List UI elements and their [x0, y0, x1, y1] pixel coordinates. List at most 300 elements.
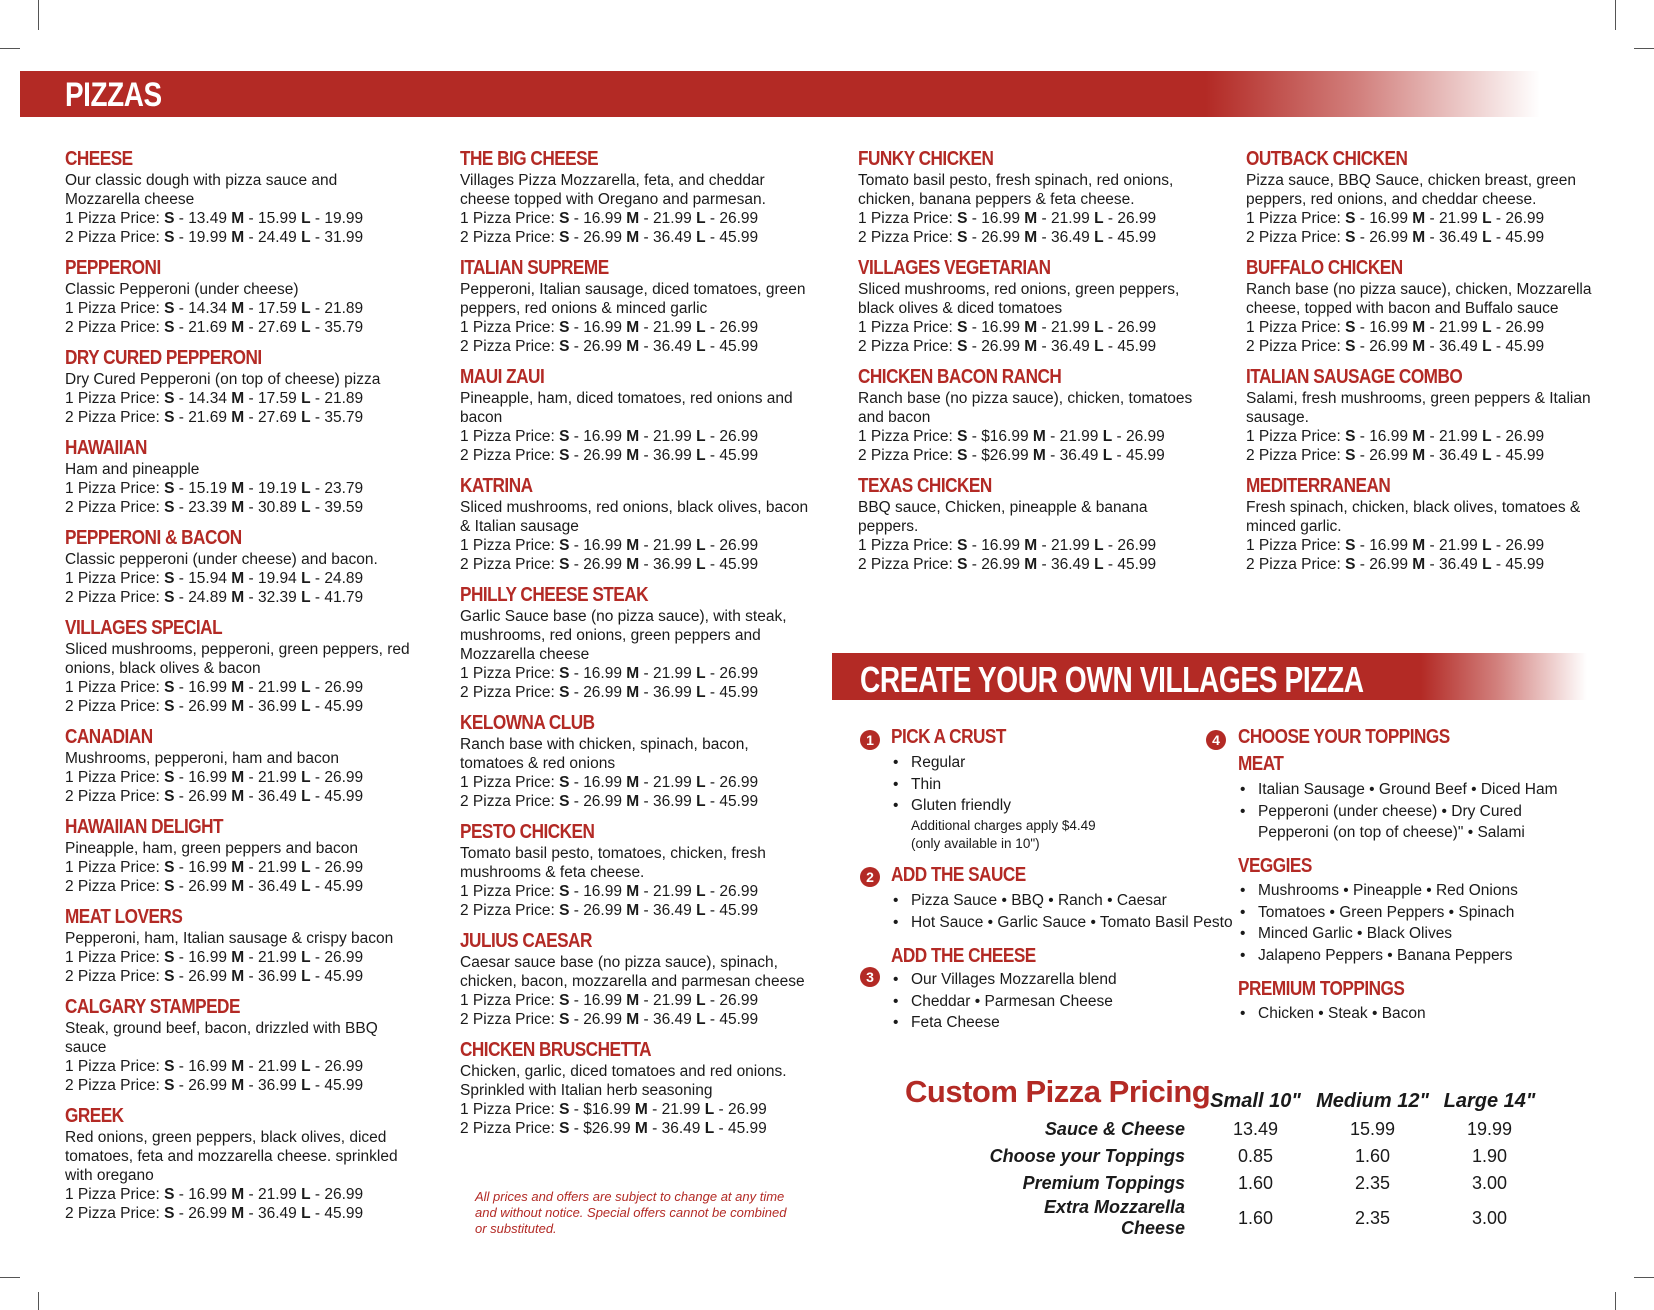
size-label: M	[231, 319, 245, 336]
list-item: • Gluten friendly	[893, 795, 1193, 817]
menu-column-4	[1246, 148, 1596, 584]
list-item: • Cheddar • Parmesan Cheese	[893, 991, 1193, 1013]
pizza-description: Chicken, garlic, diced tomatoes and red onions. Sprinkled with Italian herb seasoning	[460, 1063, 787, 1099]
price-line-label: 1 Pizza Price:	[460, 537, 560, 554]
price-line-label: 1 Pizza Price:	[858, 537, 958, 554]
step-1-badge: 1	[860, 730, 880, 750]
price-value: 36.49	[661, 1120, 701, 1137]
crust-note: Additional charges apply $4.49	[911, 817, 1096, 833]
menu-item	[65, 996, 415, 1095]
price-value: 21.99	[653, 992, 692, 1009]
price-value: 16.99	[583, 665, 622, 682]
size-label: S	[164, 570, 175, 587]
size-label: S	[1345, 428, 1356, 445]
pizza-description: Salami, fresh mushrooms, green peppers & Italian sausage.	[1246, 390, 1591, 426]
menu-item	[858, 148, 1208, 247]
price-value: 19.99	[188, 229, 227, 246]
price-line: 1 Pizza Price: S - 15.19 M - 19.19 L - 23.79	[65, 480, 364, 497]
size-label: M	[634, 1120, 648, 1137]
size-label: L	[696, 992, 706, 1009]
price-value: 26.99	[719, 210, 759, 227]
price-value: 26.99	[981, 556, 1020, 573]
crop-mark	[1634, 48, 1654, 49]
price-value: 26.99	[188, 968, 227, 985]
list-item: • Mushrooms • Pineapple • Red Onions	[1240, 880, 1590, 902]
price-value: 21.99	[258, 1058, 297, 1075]
size-label: L	[301, 1058, 311, 1075]
size-label: M	[1032, 428, 1046, 445]
price-value: 26.99	[583, 338, 622, 355]
pizza-description: Tomato basil pesto, tomatoes, chicken, fresh mushrooms & feta cheese.	[460, 845, 766, 881]
price-value: 26.99	[719, 665, 759, 682]
step-4-title: CHOOSE YOUR TOPPINGS	[1238, 726, 1450, 748]
price-line: 2 Pizza Price: S - 26.99 M - 36.49 L - 45.99	[65, 878, 364, 895]
size-label: L	[301, 409, 311, 426]
pizza-name: CHICKEN BACON RANCH	[858, 366, 1062, 388]
table-row	[975, 1116, 1548, 1143]
price-line-label: 1 Pizza Price:	[858, 428, 958, 445]
table-row	[975, 1197, 1548, 1239]
size-label: L	[696, 684, 706, 701]
price-value: 45.99	[1117, 229, 1157, 246]
price-value: 21.99	[258, 859, 297, 876]
price-value: 36.49	[1439, 556, 1478, 573]
size-label: M	[1024, 210, 1038, 227]
size-label: M	[1024, 556, 1038, 573]
price-value: 16.99	[583, 537, 622, 554]
pizza-name: BUFFALO CHICKEN	[1246, 257, 1403, 279]
price-value: 45.99	[1117, 556, 1157, 573]
price-line-label: 2 Pizza Price:	[65, 319, 165, 336]
price-value: 16.99	[583, 883, 622, 900]
size-label: L	[301, 570, 311, 587]
size-label: S	[164, 788, 175, 805]
price-line: 1 Pizza Price: S - 16.99 M - 21.99 L - 26.99	[460, 210, 759, 227]
price-line-label: 1 Pizza Price:	[65, 1058, 165, 1075]
price-value: 16.99	[981, 210, 1020, 227]
price-line-label: 1 Pizza Price:	[65, 679, 165, 696]
size-label: M	[1412, 556, 1426, 573]
size-label: M	[1412, 319, 1426, 336]
price-line: 1 Pizza Price: S - 16.99 M - 21.99 L - 26.99	[460, 774, 759, 791]
size-label: S	[559, 992, 570, 1009]
pizzas-heading: PIZZAS	[65, 76, 162, 114]
price-value: 21.99	[258, 769, 297, 786]
pizza-name: PEPPERONI	[65, 257, 161, 279]
price-value: 36.49	[653, 1011, 692, 1028]
price-line: 1 Pizza Price: S - $16.99 M - 21.99 L - 26.99	[858, 428, 1165, 445]
size-label: S	[559, 428, 570, 445]
menu-item	[858, 366, 1208, 465]
size-label: M	[231, 499, 245, 516]
price-line: 2 Pizza Price: S - 26.99 M - 36.49 L - 45.99	[858, 229, 1157, 246]
size-label: S	[559, 902, 570, 919]
price-value: 26.99	[719, 883, 759, 900]
price-value: $26.99	[981, 447, 1029, 464]
price-line-label: 2 Pizza Price:	[858, 556, 958, 573]
pizza-description: Sliced mushrooms, pepperoni, green peppers, red onions, black olives & bacon	[65, 641, 410, 677]
price-value: 26.99	[1117, 537, 1157, 554]
price-value: 21.99	[258, 1186, 297, 1203]
size-label: M	[231, 859, 245, 876]
size-label: L	[301, 1077, 311, 1094]
size-label: L	[696, 338, 706, 355]
price-line: 1 Pizza Price: S - 16.99 M - 21.99 L - 26.99	[460, 883, 759, 900]
size-label: L	[696, 1011, 706, 1028]
pizza-name: DRY CURED PEPPERONI	[65, 347, 262, 369]
pizza-name: CANADIAN	[65, 726, 153, 748]
price-line-label: 2 Pizza Price:	[460, 556, 560, 573]
price-value: 36.49	[1051, 556, 1090, 573]
pizza-name: PHILLY CHEESE STEAK	[460, 584, 649, 606]
price-value: 21.89	[324, 390, 364, 407]
pizza-name: PESTO CHICKEN	[460, 821, 595, 843]
price-value: 27.69	[258, 319, 297, 336]
size-label: S	[164, 859, 175, 876]
create-banner	[832, 653, 1587, 700]
price-value: 45.99	[719, 793, 759, 810]
price-line-label: 1 Pizza Price:	[65, 300, 165, 317]
price-line: 2 Pizza Price: S - 26.99 M - 36.49 L - 45.99	[460, 1011, 759, 1028]
price-line-label: 2 Pizza Price:	[1246, 338, 1346, 355]
price-value: 26.99	[1505, 319, 1545, 336]
price-value: 15.94	[188, 570, 227, 587]
size-label: S	[559, 338, 570, 355]
size-label: L	[696, 428, 706, 445]
price-value: 24.49	[258, 229, 297, 246]
size-label: S	[559, 319, 570, 336]
size-label: S	[559, 1011, 570, 1028]
price-line-label: 1 Pizza Price:	[65, 1186, 165, 1203]
size-label: M	[231, 1205, 245, 1222]
pizza-name: OUTBACK CHICKEN	[1246, 148, 1408, 170]
price-value: 36.49	[653, 902, 692, 919]
price-line: 2 Pizza Price: S - 26.99 M - 36.49 L - 45.99	[460, 902, 759, 919]
price-value: 21.99	[1439, 537, 1478, 554]
price-value: 36.49	[1051, 229, 1090, 246]
price-value: 26.99	[188, 698, 227, 715]
price-line-label: 1 Pizza Price:	[460, 883, 560, 900]
size-label: M	[231, 968, 245, 985]
price-value: 45.99	[719, 447, 759, 464]
price-value: 21.89	[324, 300, 364, 317]
price-value: 24.89	[324, 570, 364, 587]
size-label: M	[231, 210, 245, 227]
price-value: 45.99	[1505, 229, 1545, 246]
size-label: S	[559, 447, 570, 464]
price-value: 26.99	[1369, 447, 1408, 464]
row-label: Sauce & Cheese	[1044, 1119, 1185, 1139]
price-cell: 15.99	[1349, 1119, 1396, 1139]
price-line: 1 Pizza Price: S - 16.99 M - 21.99 L - 26.99	[65, 1186, 364, 1203]
price-line-label: 2 Pizza Price:	[460, 793, 560, 810]
price-value: 21.99	[653, 428, 692, 445]
meat-subhead: MEAT	[1238, 753, 1284, 775]
price-value: 45.99	[719, 338, 759, 355]
price-line: 2 Pizza Price: S - 21.69 M - 27.69 L - 35.79	[65, 409, 364, 426]
size-label: L	[301, 859, 311, 876]
price-value: 16.99	[583, 774, 622, 791]
size-label: S	[1345, 537, 1356, 554]
sauce-list	[893, 890, 1233, 933]
size-label: S	[164, 210, 175, 227]
size-label: M	[231, 679, 245, 696]
size-label: M	[626, 338, 640, 355]
price-value: 23.79	[324, 480, 364, 497]
pizza-description: Tomato basil pesto, fresh spinach, red onions, chicken, banana peppers & feta cheese.	[858, 172, 1174, 208]
price-line-label: 1 Pizza Price:	[460, 774, 560, 791]
pizza-name: VILLAGES SPECIAL	[65, 617, 223, 639]
menu-item	[65, 527, 415, 607]
size-label: S	[559, 1101, 570, 1118]
price-value: 45.99	[1125, 447, 1165, 464]
size-label: S	[559, 210, 570, 227]
size-label: M	[231, 1077, 245, 1094]
price-line: 2 Pizza Price: S - 23.39 M - 30.89 L - 39.59	[65, 499, 364, 516]
size-label: S	[559, 1120, 570, 1137]
menu-item	[65, 726, 415, 806]
menu-item	[65, 816, 415, 896]
size-label: M	[1024, 338, 1038, 355]
size-label: L	[301, 390, 311, 407]
cheese-list	[893, 969, 1193, 1034]
pizza-name: CHICKEN BRUSCHETTA	[460, 1039, 652, 1061]
price-line-label: 2 Pizza Price:	[460, 1120, 560, 1137]
size-label: M	[231, 589, 245, 606]
size-label: L	[301, 679, 311, 696]
price-line: 1 Pizza Price: S - 14.34 M - 17.59 L - 21.89	[65, 390, 364, 407]
price-value: 36.49	[1051, 338, 1090, 355]
price-cell: 3.00	[1471, 1173, 1508, 1193]
size-label: M	[1024, 319, 1038, 336]
menu-item	[460, 257, 810, 356]
price-value: 36.99	[258, 968, 297, 985]
menu-item	[460, 1039, 810, 1138]
price-value: 16.99	[188, 1058, 227, 1075]
price-line-label: 1 Pizza Price:	[1246, 319, 1346, 336]
price-value: 26.99	[324, 859, 364, 876]
price-line: 2 Pizza Price: S - 26.99 M - 36.49 L - 45.99	[65, 1205, 364, 1222]
price-cell: 2.35	[1354, 1173, 1391, 1193]
size-label: S	[957, 229, 968, 246]
price-line: 2 Pizza Price: S - 24.89 M - 32.39 L - 41.79	[65, 589, 364, 606]
pizza-name: MAUI ZAUI	[460, 366, 545, 388]
price-line: 1 Pizza Price: S - 16.99 M - 21.99 L - 26.99	[460, 665, 759, 682]
price-value: 36.49	[258, 1205, 297, 1222]
size-label: M	[626, 992, 640, 1009]
pizza-name: JULIUS CAESAR	[460, 930, 592, 952]
price-line-label: 2 Pizza Price:	[65, 499, 165, 516]
price-value: 26.99	[324, 679, 364, 696]
price-line-label: 1 Pizza Price:	[1246, 210, 1346, 227]
price-line: 2 Pizza Price: S - 26.99 M - 36.49 L - 45.99	[1246, 338, 1545, 355]
size-label: S	[164, 1058, 175, 1075]
menu-item	[460, 584, 810, 702]
create-heading: CREATE YOUR OWN VILLAGES PIZZA	[860, 659, 1364, 700]
price-line-label: 2 Pizza Price:	[858, 447, 958, 464]
disclaimer: All prices and offers are subject to change at any time and without notice. Special offers cannot be combined or substituted.	[475, 1189, 787, 1236]
price-line: 1 Pizza Price: S - 16.99 M - 21.99 L - 26.99	[460, 319, 759, 336]
crop-mark	[38, 0, 39, 30]
price-line: 2 Pizza Price: S - 26.99 M - 36.99 L - 45.99	[460, 793, 759, 810]
menu-item	[65, 437, 415, 517]
size-label: M	[626, 883, 640, 900]
menu-item	[460, 821, 810, 920]
size-label: S	[559, 556, 570, 573]
price-value: 26.99	[719, 319, 759, 336]
price-line-label: 1 Pizza Price:	[65, 859, 165, 876]
size-label: L	[301, 499, 311, 516]
price-line-label: 2 Pizza Price:	[460, 902, 560, 919]
price-line: 2 Pizza Price: S - 26.99 M - 36.99 L - 45.99	[460, 447, 759, 464]
size-label: M	[1024, 229, 1038, 246]
size-label: L	[1482, 210, 1492, 227]
size-label: M	[626, 428, 640, 445]
price-value: 26.99	[324, 1058, 364, 1075]
size-label: L	[696, 556, 706, 573]
price-value: 26.99	[324, 949, 364, 966]
size-label: S	[1345, 210, 1356, 227]
size-label: L	[301, 480, 311, 497]
price-value: 15.99	[258, 210, 297, 227]
size-label: L	[696, 229, 706, 246]
size-label: M	[1024, 537, 1038, 554]
price-line: 2 Pizza Price: S - 26.99 M - 36.49 L - 45.99	[858, 338, 1157, 355]
price-value: 26.99	[583, 447, 622, 464]
size-label: L	[1102, 428, 1113, 445]
price-value: 16.99	[583, 428, 622, 445]
price-value: 16.99	[188, 949, 227, 966]
list-item: • Thin	[893, 774, 1193, 796]
price-line: 1 Pizza Price: S - 16.99 M - 21.99 L - 26.99	[858, 537, 1157, 554]
price-value: 45.99	[719, 556, 759, 573]
price-value: 45.99	[324, 788, 364, 805]
price-cell: 19.99	[1466, 1119, 1513, 1139]
price-line: 2 Pizza Price: S - 21.69 M - 27.69 L - 35.79	[65, 319, 364, 336]
price-line-label: 1 Pizza Price:	[460, 992, 560, 1009]
veggies-list	[1240, 880, 1590, 966]
pizza-name: ITALIAN SAUSAGE COMBO	[1246, 366, 1463, 388]
pizza-description: Pepperoni, Italian sausage, diced tomatoes, green peppers, red onions & minced garlic	[460, 281, 806, 317]
price-cell: 13.49	[1232, 1119, 1279, 1139]
price-value: 36.49	[653, 229, 692, 246]
price-line-label: 1 Pizza Price:	[65, 390, 165, 407]
size-label: S	[164, 409, 175, 426]
size-label: L	[301, 949, 311, 966]
list-item: • Pizza Sauce • BBQ • Ranch • Caesar	[893, 890, 1233, 912]
price-line: 2 Pizza Price: S - 19.99 M - 24.49 L - 31.99	[65, 229, 364, 246]
size-label: L	[301, 698, 311, 715]
price-value: 27.69	[258, 409, 297, 426]
pizza-description: Classic Pepperoni (under cheese)	[65, 281, 299, 298]
price-line: 2 Pizza Price: S - 26.99 M - 36.99 L - 45.99	[460, 556, 759, 573]
size-label: S	[957, 447, 968, 464]
price-line: 1 Pizza Price: S - 16.99 M - 21.99 L - 26.99	[1246, 537, 1545, 554]
price-value: 26.99	[1369, 338, 1408, 355]
step-4-badge: 4	[1206, 730, 1226, 750]
size-label: L	[1482, 319, 1492, 336]
size-label: L	[1482, 556, 1492, 573]
size-label: M	[231, 390, 245, 407]
price-value: 26.99	[1505, 428, 1545, 445]
price-line: 2 Pizza Price: S - 26.99 M - 36.49 L - 45.99	[1246, 229, 1545, 246]
size-label: S	[1345, 319, 1356, 336]
size-header: Small 10"	[1210, 1089, 1301, 1112]
size-label: L	[301, 769, 311, 786]
price-line-label: 1 Pizza Price:	[1246, 537, 1346, 554]
crust-list	[893, 752, 1193, 853]
price-line-label: 2 Pizza Price:	[65, 589, 165, 606]
size-label: S	[957, 338, 968, 355]
price-line: 2 Pizza Price: S - 26.99 M - 36.99 L - 45.99	[65, 1077, 364, 1094]
price-value: 26.99	[583, 229, 622, 246]
size-label: S	[559, 793, 570, 810]
price-value: 16.99	[981, 319, 1020, 336]
pizza-name: HAWAIIAN	[65, 437, 147, 459]
menu-item	[1246, 257, 1596, 356]
size-label: S	[164, 300, 175, 317]
price-value: 45.99	[719, 229, 759, 246]
price-line-label: 2 Pizza Price:	[460, 447, 560, 464]
price-value: 36.49	[258, 788, 297, 805]
size-header: Medium 12"	[1316, 1089, 1429, 1112]
price-value: 45.99	[1505, 447, 1545, 464]
pizzas-banner	[20, 71, 1540, 117]
size-label: L	[1094, 229, 1104, 246]
step-1-title: PICK A CRUST	[891, 726, 1006, 748]
price-line-label: 1 Pizza Price:	[65, 949, 165, 966]
price-line-label: 2 Pizza Price:	[1246, 229, 1346, 246]
price-value: 15.19	[188, 480, 227, 497]
size-label: L	[1482, 229, 1492, 246]
price-value: 26.99	[583, 556, 622, 573]
price-cell: 1.60	[1237, 1207, 1274, 1228]
size-label: L	[704, 1120, 715, 1137]
size-label: L	[696, 774, 706, 791]
price-value: 45.99	[1505, 556, 1545, 573]
price-line: 2 Pizza Price: S - $26.99 M - 36.49 L - 45.99	[858, 447, 1165, 464]
menu-item	[65, 906, 415, 986]
size-label: S	[1345, 338, 1356, 355]
size-label: M	[231, 1186, 245, 1203]
price-value: 21.99	[653, 665, 692, 682]
price-value: 26.99	[1125, 428, 1165, 445]
size-label: M	[626, 210, 640, 227]
menu-item	[460, 930, 810, 1029]
price-value: 36.99	[653, 447, 692, 464]
list-item: • Chicken • Steak • Bacon	[1240, 1003, 1590, 1025]
price-line-label: 2 Pizza Price:	[460, 229, 560, 246]
size-label: M	[634, 1101, 648, 1118]
price-line-label: 2 Pizza Price:	[1246, 447, 1346, 464]
price-value: 36.49	[1439, 229, 1478, 246]
price-value: 26.99	[324, 769, 364, 786]
price-line-label: 2 Pizza Price:	[460, 338, 560, 355]
size-label: L	[696, 447, 706, 464]
row-label: Premium Toppings	[1022, 1173, 1185, 1193]
menu-item	[65, 347, 415, 427]
pizza-description: Ranch base (no pizza sauce), chicken, Mozzarella cheese, topped with bacon and Buffalo sauce	[1246, 281, 1592, 317]
price-line-label: 2 Pizza Price:	[65, 229, 165, 246]
price-value: 36.99	[653, 556, 692, 573]
price-line-label: 2 Pizza Price:	[65, 878, 165, 895]
price-value: 45.99	[324, 1077, 364, 1094]
price-value: 21.99	[1051, 319, 1090, 336]
list-item: • Italian Sausage • Ground Beef • Diced Ham	[1240, 779, 1590, 801]
size-label: S	[164, 698, 175, 715]
price-value: 26.99	[727, 1101, 767, 1118]
price-line: 1 Pizza Price: S - 16.99 M - 21.99 L - 26.99	[460, 537, 759, 554]
